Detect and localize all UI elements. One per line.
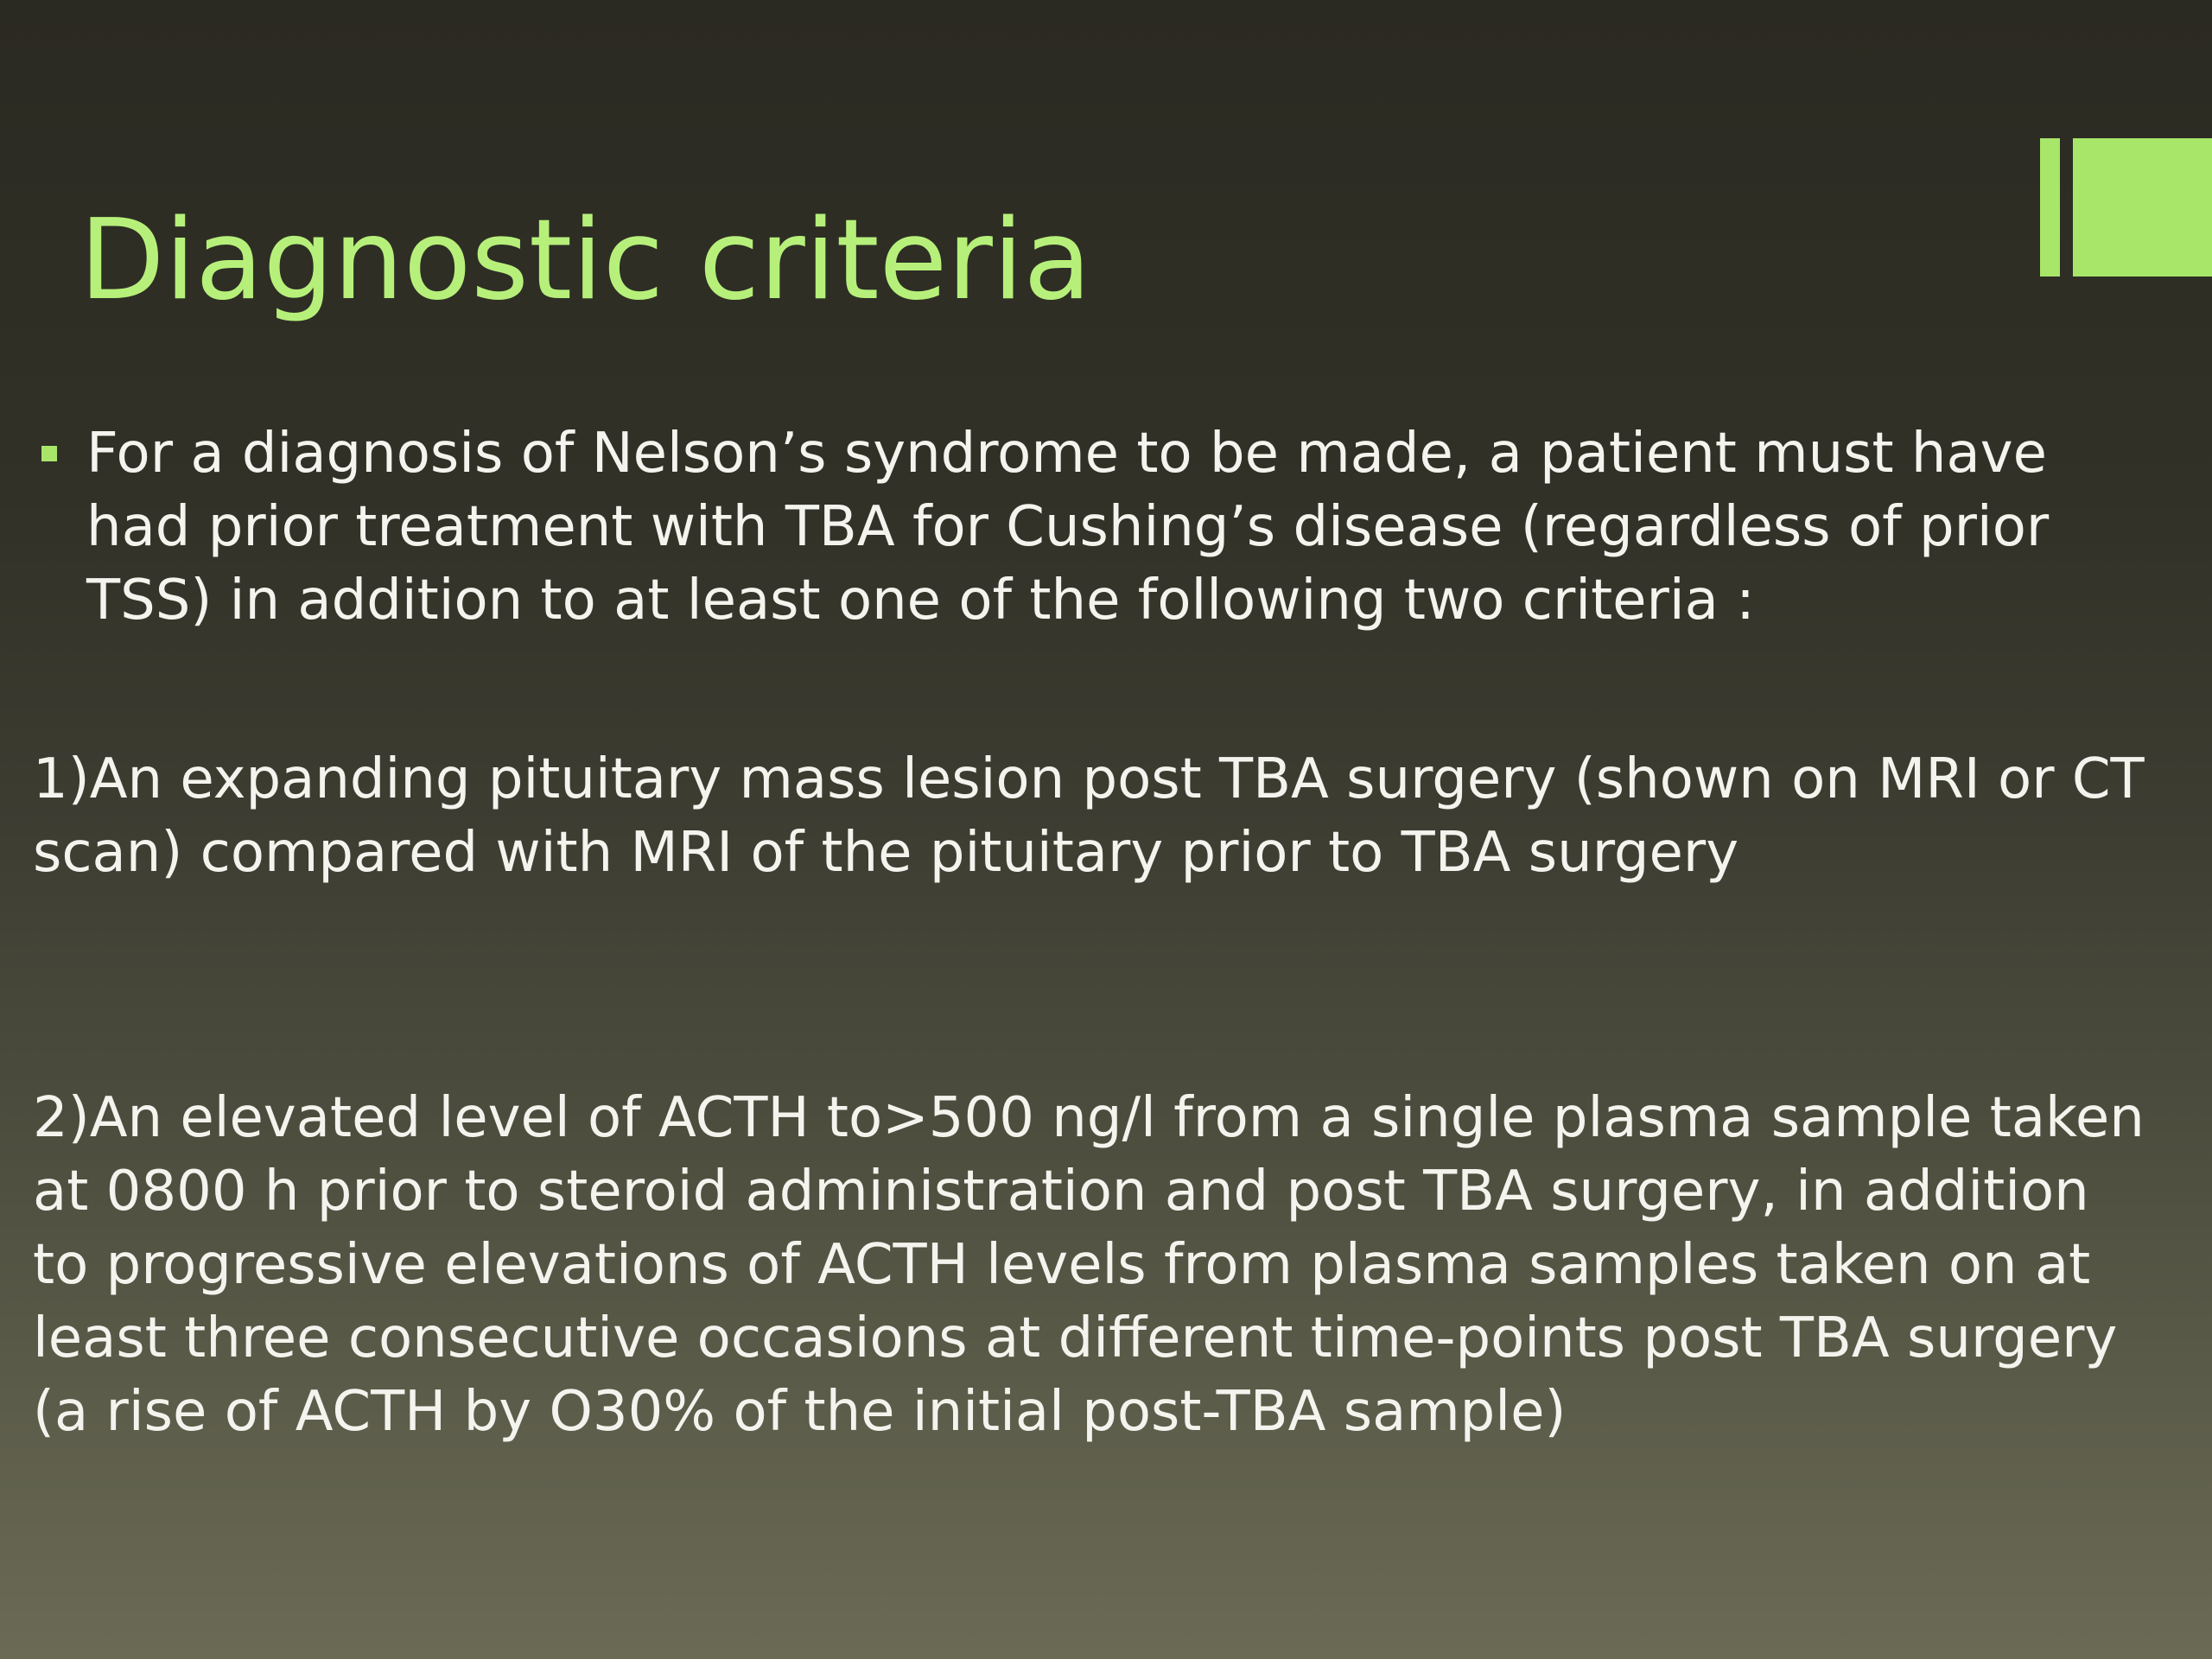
accent-bar-wide <box>2073 138 2212 276</box>
slide-title: Diagnostic criteria <box>79 196 1091 325</box>
criterion-2-text: 2)An elevated level of ACTH to>500 ng/l from a single plasma sample taken at 0800 h prior to steroid administration and post TBA surgery, in addition to progressive elevations of ACTH levels from plasma samples taken on at least three consecutive occasions at different time-points post TBA surgery (a rise of ACTH by O30% of the initial post-TBA sample) <box>33 1086 2145 1444</box>
criterion-1-text: 1)An expanding pituitary mass lesion post TBA surgery (shown on MRI or CT scan) compared with MRI of the pituitary prior to TBA surgery <box>33 747 2145 885</box>
bullet-text: For a diagnosis of Nelson’s syndrome to be made, a patient must have had prior treatment with TBA for Cushing’s disease (regardless of prior TSS) in addition to at least one of the following two criteria : <box>86 422 2050 632</box>
accent-bar-thin <box>2040 138 2060 276</box>
bullet-item <box>31 417 2139 638</box>
square-bullet-icon <box>41 446 57 461</box>
